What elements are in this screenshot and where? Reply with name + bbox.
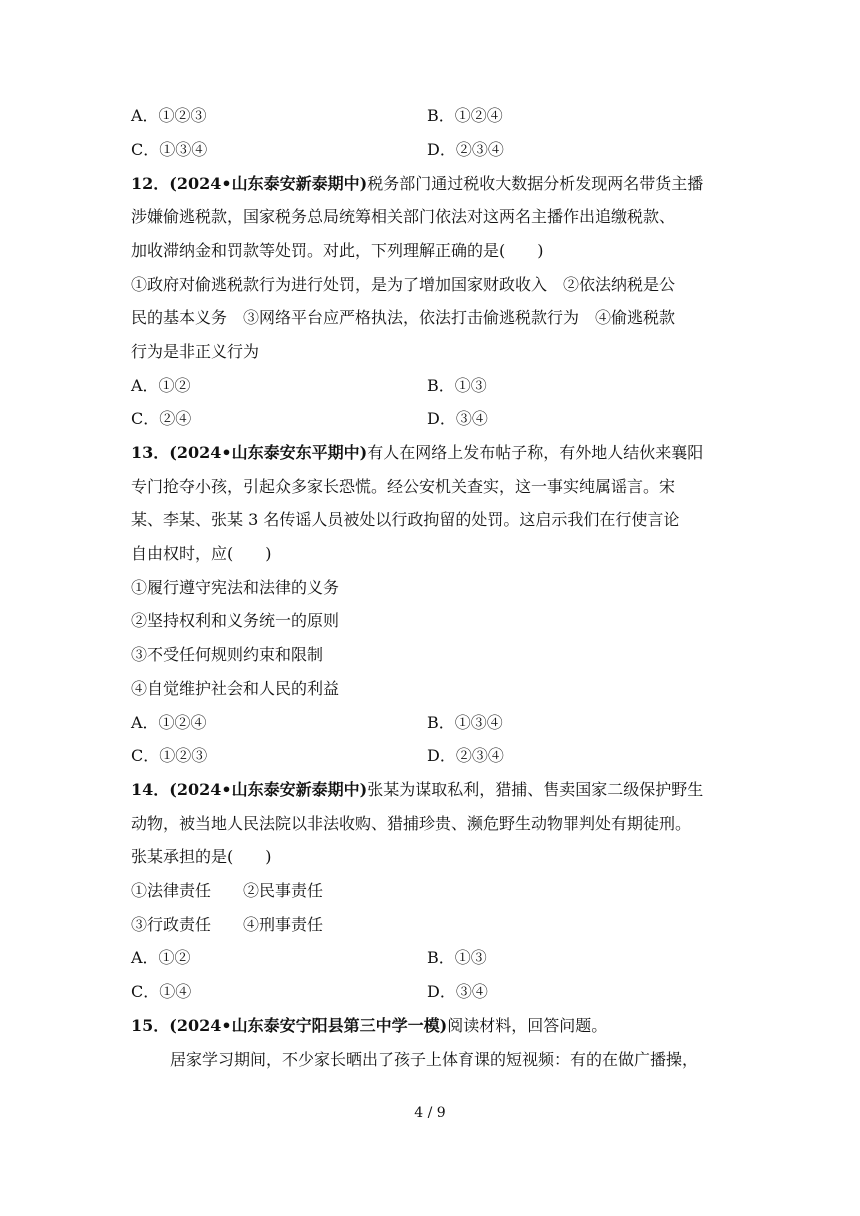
q14-number: 14． [131, 780, 170, 799]
q13-statement-line: ②坚持权利和义务统一的原则 [131, 611, 340, 630]
q12-number: 12． [131, 174, 170, 193]
q12-option-b: B．①③ [427, 376, 487, 395]
q12-first-line [131, 174, 741, 194]
q13-stem-line: 某、李某、张某 3 名传谣人员被处以行政拘留的处罚。这启示我们在行使言论 [131, 510, 680, 529]
q14-statement-line: ①法律责任 ②民事责任 [131, 881, 324, 900]
q14-statement-line: ③行政责任 ④刑事责任 [131, 915, 324, 934]
q12-stem-line: 税务部门通过税收大数据分析发现两名带货主播 [367, 174, 704, 193]
q12-source: (2024•山东泰安新泰期中) [169, 174, 368, 193]
q13-statement-line: ③不受任何规则约束和限制 [131, 645, 324, 664]
q15-stem-line: 阅读材料，回答问题。 [447, 1016, 608, 1035]
page-number: 4 / 9 [414, 1105, 446, 1121]
q14-stem-line: 张某承担的是( ) [131, 847, 272, 866]
q13-option-c: C．①②③ [131, 746, 208, 765]
q15-number: 15． [131, 1016, 170, 1035]
q12-option-a: A．①② [131, 376, 191, 395]
q12-stem-line: 涉嫌偷逃税款，国家税务总局统筹相关部门依法对这两名主播作出追缴税款、 [131, 207, 676, 226]
q11-option-a: A．①②③ [131, 106, 207, 125]
q13-option-a: A．①②④ [131, 713, 207, 732]
q13-option-d: D．②③④ [427, 746, 504, 765]
q14-first-line [131, 780, 741, 800]
q13-number: 13． [131, 443, 170, 462]
q15-source: (2024•山东泰安宁阳县第三中学一模) [169, 1016, 448, 1035]
q12-statement-line: 民的基本义务 ③网络平台应严格执法，依法打击偷逃税款行为 ④偷逃税款 [131, 308, 676, 327]
q14-source: (2024•山东泰安新泰期中) [169, 780, 368, 799]
q14-option-d: D．③④ [427, 982, 488, 1001]
q14-option-a: A．①② [131, 948, 191, 967]
q14-stem-line: 张某为谋取私利，猎捕、售卖国家二级保护野生 [367, 780, 704, 799]
q14-option-c: C．①④ [131, 982, 192, 1001]
q12-option-c: C．②④ [131, 409, 192, 428]
q13-stem-line: 自由权时，应( ) [131, 544, 272, 563]
q13-statement-line: ④自觉维护社会和人民的利益 [131, 679, 340, 698]
q11-option-d: D．②③④ [427, 140, 504, 159]
q13-stem-line: 专门抢夺小孩，引起众多家长恐慌。经公安机关查实，这一事实纯属谣言。宋 [131, 477, 676, 496]
q11-option-c: C．①③④ [131, 140, 208, 159]
q13-first-line [131, 443, 741, 463]
q12-statement-line: ①政府对偷逃税款行为进行处罚，是为了增加国家财政收入 ②依法纳税是公 [131, 275, 676, 294]
q13-source: (2024•山东泰安东平期中) [169, 443, 368, 462]
q11-option-b: B．①②④ [427, 106, 503, 125]
q14-option-b: B．①③ [427, 948, 487, 967]
q13-statement-line: ①履行遵守宪法和法律的义务 [131, 578, 340, 597]
q12-statement-line: 行为是非正义行为 [131, 342, 260, 361]
q14-stem-line: 动物，被当地人民法院以非法收购、猎捕珍贵、濒危野生动物罪判处有期徒刑。 [131, 814, 692, 833]
q13-option-b: B．①③④ [427, 713, 503, 732]
q12-stem-line: 加收滞纳金和罚款等处罚。对此，下列理解正确的是( ) [131, 241, 544, 260]
q15-material-line: 居家学习期间，不少家长晒出了孩子上体育课的短视频：有的在做广播操， [170, 1050, 699, 1069]
q13-stem-line: 有人在网络上发布帖子称，有外地人结伙来襄阳 [367, 443, 704, 462]
q12-option-d: D．③④ [427, 409, 488, 428]
q15-first-line [131, 1016, 741, 1036]
